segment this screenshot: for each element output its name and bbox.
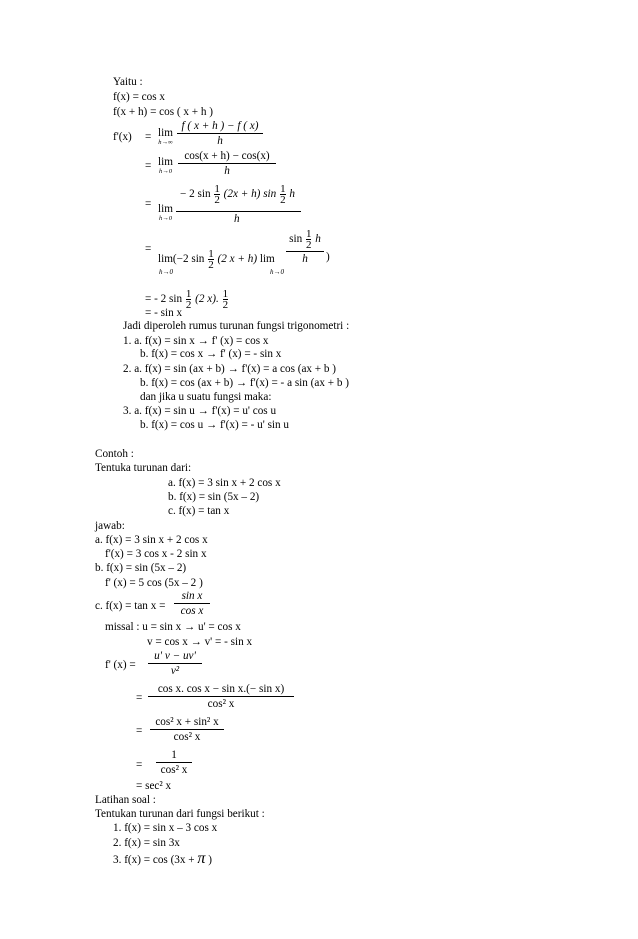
rule-3a: 3. a. f(x) = sin u → f'(x) = u' cos u [123,405,277,417]
contoh-item-c: c. f(x) = tan x [168,505,230,517]
contoh-item-b: b. f(x) = sin (5x – 2) [168,491,260,503]
rule-1a: 1. a. f(x) = sin x → f' (x) = cos x [123,335,269,347]
equals: = [136,759,143,771]
limit-operator: lim h→∞ [158,127,173,146]
quotient-rule-fraction: u' v − uv' v² [148,650,202,677]
step4-lim-sub-2: h→0 [270,268,284,276]
latihan-q3: 3. f(x) = cos (3x + π ) [113,850,212,867]
step5-expression: = - 2 sin $\frac{1}{2}$ (2 x). $\frac{1}{2}$ [145,287,229,311]
jawab-a1: a. f(x) = 3 sin x + 2 cos x [95,534,208,546]
step2-fraction: cos(x + h) − cos(x) h [178,150,276,177]
fxh-definition: f(x + h) = cos ( x + h ) [113,106,214,118]
jawab-title: jawab: [95,520,125,532]
fx-definition: f(x) = cos x [113,91,165,103]
contoh-item-a: a. f(x) = 3 sin x + 2 cos x [168,477,281,489]
step3-fraction-bar [176,211,301,212]
equals: = [145,243,152,255]
jawab-b1: b. f(x) = sin (5x – 2) [95,562,187,574]
latihan-title: Latihan soal : [95,794,156,806]
rule-2b: b. f(x) = cos (ax + b) → f'(x) = - a sin (ax + b ) [140,377,349,389]
missal-u: missal : u = sin x → u' = cos x [105,621,241,633]
limit-operator: lim h→0 [158,203,173,222]
rules-intro: Jadi diperoleh rumus turunan fungsi trigonometri : [123,320,350,332]
contoh-prompt: Tentuka turunan dari: [95,462,192,474]
equals: = [145,198,152,210]
fprime-lhs: f'(x) [113,131,132,143]
latihan-prompt: Tentukan turunan dari fungsi berikut : [95,808,265,820]
rule-3b: b. f(x) = cos u → f'(x) = - u' sin u [140,419,290,431]
equals: = [145,131,152,143]
quotient-lhs: f' (x) = [105,659,136,671]
step-s2-fraction: cos² x + sin² x cos² x [150,716,224,743]
step1-fraction: f ( x + h ) − f ( x) h [177,120,263,147]
jawab-b2: f' (x) = 5 cos (5x – 2 ) [105,577,203,589]
step4-lim-sub-1: h→0 [159,268,173,276]
contoh-title: Contoh : [95,448,134,460]
latihan-q2: 2. f(x) = sin 3x [113,837,180,849]
step4-close-paren: ) [326,251,330,263]
step4-expression: lim(−2 sin $\frac{1}{2}$ (2 x + h) lim [158,247,275,271]
equals: = [145,160,152,172]
missal-v: v = cos x → v' = - sin x [147,636,253,648]
jawab-c1: c. f(x) = tan x = [95,600,166,612]
rule-2a: 2. a. f(x) = sin (ax + b) → f'(x) = a cos (ax + b ) [123,363,337,375]
rule-2c: dan jika u suatu fungsi maka: [140,391,272,403]
yaitu-label: Yaitu : [113,76,143,88]
equals: = [136,692,143,704]
step3-numerator: − 2 sin $\frac{1}{2}$ (2x + h) sin $\frac{1}{2}$ h [180,182,295,206]
step-s1-fraction: cos x. cos x − sin x.(− sin x) cos² x [148,683,294,710]
step6-result: = - sin x [145,307,183,319]
step4-fraction: sin $\frac{1}{2}$ h h [286,229,324,265]
step-s3-fraction: 1 cos² x [156,749,192,776]
limit-operator: lim h→0 [158,156,173,175]
step-s4-result: = sec² x [136,780,172,792]
equals: = [136,725,143,737]
tan-fraction: sin x cos x [174,590,210,617]
rule-1b: b. f(x) = cos x → f' (x) = - sin x [140,348,282,360]
jawab-a2: f'(x) = 3 cos x - 2 sin x [105,548,207,560]
step3-denominator: h [234,213,240,225]
pi-symbol: π [197,850,206,867]
latihan-q1: 1. f(x) = sin x – 3 cos x [113,822,218,834]
